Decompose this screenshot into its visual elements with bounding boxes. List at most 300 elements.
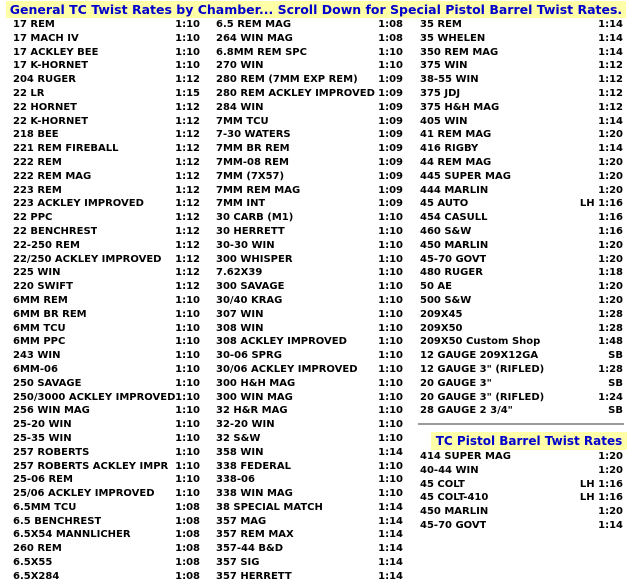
twist-rate-row (13, 128, 200, 142)
twist-rate-row (13, 225, 200, 239)
section-divider (418, 423, 624, 425)
chamber-name: 338 FEDERAL (216, 460, 291, 472)
chamber-name: 22 K-HORNET (13, 115, 89, 127)
twist-rate-row (216, 473, 403, 487)
chamber-name: 250 SAVAGE (13, 377, 82, 389)
twist-rate-row (13, 59, 200, 73)
twist-rate-row (13, 253, 200, 267)
chamber-name: 41 REM MAG (420, 129, 492, 141)
chamber-name: 44 REM MAG (420, 156, 492, 168)
twist-rate-row (216, 487, 403, 501)
twist-rate-row (13, 377, 200, 391)
twist-rate-value: 1:08 (175, 515, 200, 527)
twist-rate-row (13, 239, 200, 253)
twist-rate-row (13, 542, 200, 556)
twist-rate-row (420, 225, 623, 239)
chamber-name: 375 WIN (420, 60, 468, 72)
twist-rate-row (216, 225, 403, 239)
twist-rate-value: 1:12 (175, 212, 200, 224)
twist-rate-value: 1:14 (378, 501, 403, 513)
twist-rate-value: 1:14 (378, 570, 403, 582)
twist-rate-value: 1:10 (378, 46, 403, 58)
twist-rate-row (420, 450, 623, 464)
twist-rate-row (13, 46, 200, 60)
chamber-name: 7MM (7X57) (216, 170, 285, 182)
chamber-name: 6MM PPC (13, 336, 66, 348)
twist-rate-row (420, 491, 623, 505)
chamber-name: 22 BENCHREST (13, 225, 98, 237)
twist-rate-value: 1:14 (598, 519, 623, 531)
chamber-name: 6.5X55 (13, 557, 53, 569)
chamber-name: 221 REM FIREBALL (13, 143, 119, 155)
twist-rate-row (13, 391, 200, 405)
chamber-name: 30 HERRETT (216, 225, 285, 237)
twist-rate-row (216, 446, 403, 460)
twist-rate-value: 1:09 (378, 101, 403, 113)
twist-rate-row (216, 142, 403, 156)
twist-rate-row (13, 18, 200, 32)
twist-rate-row (420, 59, 623, 73)
twist-rate-value: 1:20 (598, 129, 623, 141)
twist-rate-value: 1:10 (378, 253, 403, 265)
chamber-name: 22 LR (13, 87, 45, 99)
twist-rate-value: 1:10 (378, 460, 403, 472)
twist-rate-row (13, 322, 200, 336)
twist-rate-row (13, 170, 200, 184)
chamber-name: 500 S&W (420, 294, 472, 306)
twist-rate-value: 1:10 (175, 377, 200, 389)
chamber-name: 6MM BR REM (13, 308, 87, 320)
twist-rate-row (13, 101, 200, 115)
chamber-name: 50 AE (420, 281, 452, 293)
twist-rate-value: 1:10 (175, 19, 200, 30)
twist-rate-value: 1:14 (378, 557, 403, 569)
chamber-name: 375 H&H MAG (420, 101, 500, 113)
twist-rate-value: 1:10 (378, 474, 403, 486)
chamber-name: 32 S&W (216, 432, 261, 444)
twist-rate-value: 1:10 (175, 308, 200, 320)
chamber-name: 257 ROBERTS ACKLEY IMPR (13, 460, 169, 472)
chamber-name: 308 WIN (216, 322, 264, 334)
chamber-name: 17 ACKLEY BEE (13, 46, 99, 58)
twist-rate-value: 1:10 (175, 419, 200, 431)
twist-rate-value: 1:10 (175, 60, 200, 72)
chamber-name: 222 REM MAG (13, 170, 92, 182)
twist-rate-row (216, 156, 403, 170)
chamber-name: 350 REM MAG (420, 46, 499, 58)
twist-rate-row (420, 73, 623, 87)
chamber-name: 45-70 GOVT (420, 519, 487, 531)
page-title: General TC Twist Rates by Chamber... Scroll Down for Special Pistol Barrel Twist Rates. (6, 1, 626, 18)
twist-rate-value: 1:10 (378, 294, 403, 306)
twist-rate-value: 1:14 (598, 32, 623, 44)
twist-rate-value: 1:12 (175, 101, 200, 113)
twist-rate-row (13, 473, 200, 487)
twist-rate-row (216, 349, 403, 363)
twist-rate-value: 1:12 (175, 253, 200, 265)
twist-rate-row (420, 211, 623, 225)
twist-rate-value: 1:09 (378, 156, 403, 168)
twist-rate-value: 1:10 (175, 391, 200, 403)
twist-rate-value: 1:10 (378, 363, 403, 375)
twist-rate-row (216, 184, 403, 198)
twist-rate-value: 1:12 (175, 115, 200, 127)
twist-rate-value: 1:10 (378, 432, 403, 444)
twist-rate-value: 1:14 (378, 515, 403, 527)
twist-rate-row (216, 211, 403, 225)
twist-rate-row (216, 280, 403, 294)
twist-rate-value: 1:12 (175, 170, 200, 182)
twist-rate-row (216, 253, 403, 267)
chamber-name: 307 WIN (216, 308, 264, 320)
twist-rate-value: 1:12 (175, 74, 200, 86)
twist-rate-row (420, 239, 623, 253)
twist-rate-value: 1:12 (175, 239, 200, 251)
twist-rate-value: LH 1:16 (579, 478, 623, 490)
pistol-twist-rate-column (420, 450, 623, 533)
twist-rate-value: 1:12 (175, 184, 200, 196)
chamber-name: 6.5X54 MANNLICHER (13, 529, 131, 541)
twist-rate-row (420, 335, 623, 349)
twist-rate-row (13, 556, 200, 570)
twist-rate-row (420, 404, 623, 418)
twist-rate-value: 1:12 (175, 225, 200, 237)
chamber-name: 357 MAG (216, 515, 267, 527)
twist-rate-row (13, 528, 200, 542)
twist-rate-row (13, 570, 200, 584)
twist-rate-row (420, 115, 623, 129)
pistol-section-title: TC Pistol Barrel Twist Rates (431, 432, 627, 450)
twist-rate-value: 1:10 (175, 363, 200, 375)
twist-rate-value: 1:20 (598, 184, 623, 196)
twist-rate-row (216, 18, 403, 32)
twist-rate-row (13, 308, 200, 322)
twist-rate-value: 1:10 (175, 405, 200, 417)
twist-rate-value: LH 1:16 (579, 492, 623, 504)
twist-rate-row (216, 294, 403, 308)
chamber-name: 30-30 WIN (216, 239, 275, 251)
chamber-name: 357 HERRETT (216, 570, 292, 582)
twist-rate-row (216, 363, 403, 377)
twist-rate-value: 1:15 (175, 87, 200, 99)
chamber-name: 358 WIN (216, 446, 264, 458)
twist-rate-row (420, 101, 623, 115)
chamber-name: 300 SAVAGE (216, 281, 285, 293)
twist-rate-value: 1:10 (175, 322, 200, 334)
twist-rate-value: 1:20 (598, 239, 623, 251)
chamber-name: 7MM INT (216, 198, 266, 210)
chamber-name: 414 SUPER MAG (420, 451, 511, 462)
twist-rate-row (13, 294, 200, 308)
chamber-name: 416 RIGBY (420, 143, 479, 155)
twist-rate-value: 1:14 (598, 46, 623, 58)
twist-rate-value: 1:20 (598, 451, 623, 462)
twist-rate-value: 1:12 (175, 156, 200, 168)
twist-rate-value: 1:14 (378, 543, 403, 555)
twist-rate-row (216, 87, 403, 101)
chamber-name: 250/3000 ACKLEY IMPROVED (13, 391, 176, 403)
twist-rate-value: 1:14 (378, 529, 403, 541)
chamber-name: 20 GAUGE 3" (RIFLED) (420, 391, 545, 403)
twist-rate-row (13, 432, 200, 446)
twist-rate-value: 1:10 (378, 405, 403, 417)
twist-rate-row (216, 528, 403, 542)
chamber-name: 218 BEE (13, 129, 59, 141)
chamber-name: 38 SPECIAL MATCH (216, 501, 323, 513)
twist-rate-row (420, 266, 623, 280)
twist-rate-row (216, 59, 403, 73)
twist-rate-row (420, 184, 623, 198)
twist-rate-value: 1:18 (598, 267, 623, 279)
chamber-name: 300 H&H MAG (216, 377, 296, 389)
chamber-name: 25-20 WIN (13, 419, 72, 431)
twist-rate-value: 1:12 (175, 143, 200, 155)
twist-rate-row (13, 349, 200, 363)
twist-rate-row (420, 478, 623, 492)
twist-rate-value: 1:10 (378, 267, 403, 279)
twist-rate-row (13, 87, 200, 101)
twist-rate-row (420, 391, 623, 405)
twist-rate-value: 1:12 (598, 87, 623, 99)
twist-rate-value: 1:09 (378, 184, 403, 196)
chamber-name: 204 RUGER (13, 74, 76, 86)
twist-rate-row (420, 377, 623, 391)
twist-rate-value: 1:24 (598, 391, 623, 403)
chamber-name: 7MM TCU (216, 115, 269, 127)
chamber-name: 32-20 WIN (216, 419, 275, 431)
chamber-name: 300 WIN MAG (216, 391, 293, 403)
twist-rate-row (13, 363, 200, 377)
chamber-name: 405 WIN (420, 115, 468, 127)
twist-rate-value: 1:10 (378, 281, 403, 293)
twist-rate-row (216, 32, 403, 46)
twist-rate-value: 1:14 (598, 143, 623, 155)
chamber-name: 45 AUTO (420, 198, 469, 210)
chamber-name: 22 HORNET (13, 101, 77, 113)
twist-rate-column-1 (13, 18, 200, 584)
twist-rate-row (216, 570, 403, 584)
twist-rate-column-2 (216, 18, 403, 584)
twist-rate-value: 1:10 (175, 460, 200, 472)
twist-rate-row (420, 464, 623, 478)
twist-rate-row (420, 197, 623, 211)
chamber-name: 444 MARLIN (420, 184, 489, 196)
twist-rate-value: 1:08 (175, 570, 200, 582)
chamber-name: 17 MACH IV (13, 32, 79, 44)
chamber-name: 30/40 KRAG (216, 294, 283, 306)
twist-rate-row (13, 197, 200, 211)
chamber-name: 22-250 REM (13, 239, 80, 251)
twist-rate-value: 1:08 (175, 543, 200, 555)
chamber-name: 25-35 WIN (13, 432, 72, 444)
chamber-name: 17 REM (13, 19, 55, 30)
twist-rate-value: 1:09 (378, 74, 403, 86)
twist-rate-row (420, 308, 623, 322)
twist-rate-row (420, 170, 623, 184)
twist-rate-value: 1:10 (175, 294, 200, 306)
chamber-name: 225 WIN (13, 267, 61, 279)
twist-rate-row (13, 335, 200, 349)
chamber-name: 12 GAUGE 3" (RIFLED) (420, 363, 545, 375)
chamber-name: 209X45 (420, 308, 463, 320)
chamber-name: 45 COLT-410 (420, 492, 489, 504)
twist-rate-value: 1:10 (378, 377, 403, 389)
twist-rate-row (216, 239, 403, 253)
chamber-name: 480 RUGER (420, 267, 483, 279)
twist-rate-row (216, 128, 403, 142)
chamber-name: 25/06 ACKLEY IMPROVED (13, 488, 155, 500)
twist-rate-row (216, 197, 403, 211)
twist-rate-value: 1:20 (598, 156, 623, 168)
twist-rate-row (13, 156, 200, 170)
chamber-name: 375 JDJ (420, 87, 461, 99)
twist-rate-value: 1:16 (598, 212, 623, 224)
twist-rate-row (216, 404, 403, 418)
twist-rate-row (216, 418, 403, 432)
chamber-name: 32 H&R MAG (216, 405, 288, 417)
chamber-name: 7MM REM MAG (216, 184, 301, 196)
chamber-name: 338 WIN MAG (216, 488, 293, 500)
chamber-name: 450 MARLIN (420, 239, 489, 251)
twist-rate-value: 1:10 (378, 225, 403, 237)
twist-rate-row (13, 418, 200, 432)
chamber-name: 28 GAUGE 2 3/4" (420, 405, 513, 417)
twist-rate-value: 1:12 (175, 281, 200, 293)
twist-rate-value: 1:10 (378, 336, 403, 348)
twist-rate-value: 1:12 (598, 101, 623, 113)
twist-rate-row (420, 156, 623, 170)
chamber-name: 222 REM (13, 156, 62, 168)
twist-rate-row (13, 404, 200, 418)
twist-rate-row (420, 322, 623, 336)
chamber-name: 223 REM (13, 184, 62, 196)
twist-rate-value: 1:08 (175, 529, 200, 541)
twist-rate-value: 1:20 (598, 281, 623, 293)
twist-rate-value: 1:10 (175, 474, 200, 486)
chamber-name: 209X50 (420, 322, 463, 334)
twist-rate-value: LH 1:16 (579, 198, 623, 210)
chamber-name: 6.5 REM MAG (216, 19, 292, 30)
twist-rate-value: 1:10 (378, 391, 403, 403)
twist-rate-row (13, 515, 200, 529)
twist-rate-row (216, 432, 403, 446)
twist-rate-row (420, 294, 623, 308)
chamber-name: 30/06 ACKLEY IMPROVED (216, 363, 358, 375)
twist-rate-row (420, 46, 623, 60)
twist-rate-value: 1:20 (598, 294, 623, 306)
twist-rate-value: 1:10 (175, 350, 200, 362)
chamber-name: 300 WHISPER (216, 253, 293, 265)
twist-rate-value: 1:10 (378, 322, 403, 334)
twist-rate-row (420, 280, 623, 294)
twist-rate-value: 1:10 (378, 488, 403, 500)
twist-rate-row (420, 253, 623, 267)
twist-rate-row (420, 349, 623, 363)
twist-rate-row (13, 115, 200, 129)
twist-rate-row (420, 519, 623, 533)
chamber-name: 7MM BR REM (216, 143, 290, 155)
twist-rate-value: 1:10 (378, 212, 403, 224)
chamber-name: 284 WIN (216, 101, 264, 113)
twist-rate-row (216, 391, 403, 405)
twist-rate-row (420, 87, 623, 101)
chamber-name: 6.5 BENCHREST (13, 515, 102, 527)
twist-rate-row (420, 142, 623, 156)
chamber-name: 220 SWIFT (13, 281, 73, 293)
twist-rate-value: 1:12 (175, 129, 200, 141)
twist-rate-row (216, 308, 403, 322)
twist-rate-value: 1:28 (598, 322, 623, 334)
twist-rate-value: 1:16 (598, 225, 623, 237)
chamber-name: 35 REM (420, 19, 462, 30)
twist-rate-value: 1:10 (378, 350, 403, 362)
twist-rate-value: 1:10 (175, 46, 200, 58)
twist-rate-value: 1:28 (598, 308, 623, 320)
twist-rate-row (216, 515, 403, 529)
chamber-name: 454 CASULL (420, 212, 488, 224)
twist-rate-value: 1:14 (598, 19, 623, 30)
chamber-name: 22/250 ACKLEY IMPROVED (13, 253, 162, 265)
twist-rate-value: SB (608, 350, 623, 362)
chamber-name: 270 WIN (216, 60, 264, 72)
twist-rate-value: 1:12 (175, 198, 200, 210)
chamber-name: 450 MARLIN (420, 506, 489, 518)
twist-rate-row (420, 363, 623, 377)
twist-rate-row (216, 335, 403, 349)
twist-rate-row (13, 501, 200, 515)
twist-rate-value: 1:20 (598, 464, 623, 476)
twist-rate-row (13, 487, 200, 501)
twist-rate-row (216, 322, 403, 336)
chamber-name: 7.62X39 (216, 267, 263, 279)
chamber-name: 243 WIN (13, 350, 61, 362)
chamber-name: 6.5MM TCU (13, 501, 77, 513)
twist-rate-row (13, 460, 200, 474)
chamber-name: 460 S&W (420, 225, 472, 237)
chamber-name: 40-44 WIN (420, 464, 479, 476)
chamber-name: 260 REM (13, 543, 62, 555)
chamber-name: 445 SUPER MAG (420, 170, 511, 182)
twist-rate-value: 1:14 (378, 446, 403, 458)
twist-rate-value: 1:20 (598, 253, 623, 265)
twist-rate-row (216, 377, 403, 391)
twist-rate-value: 1:10 (378, 239, 403, 251)
chamber-name: 30-06 SPRG (216, 350, 282, 362)
chamber-name: 45 COLT (420, 478, 465, 490)
twist-rate-value: 1:10 (378, 419, 403, 431)
chamber-name: 338-06 (216, 474, 255, 486)
twist-rate-value: 1:09 (378, 198, 403, 210)
twist-rate-value: 1:10 (175, 432, 200, 444)
twist-rate-row (216, 460, 403, 474)
twist-rate-value: 1:09 (378, 87, 403, 99)
twist-rate-row (216, 501, 403, 515)
twist-rate-value: SB (608, 405, 623, 417)
twist-rate-value: 1:10 (378, 308, 403, 320)
chamber-name: 6MM REM (13, 294, 68, 306)
chamber-name: 30 CARB (M1) (216, 212, 294, 224)
twist-rate-row (216, 266, 403, 280)
twist-rate-row (13, 73, 200, 87)
chamber-name: 45-70 GOVT (420, 253, 487, 265)
chamber-name: 6.5X284 (13, 570, 60, 582)
twist-rate-value: 1:08 (175, 557, 200, 569)
twist-rate-row (216, 170, 403, 184)
twist-rate-row (13, 280, 200, 294)
chamber-name: 6.8MM REM SPC (216, 46, 307, 58)
twist-rate-value: 1:09 (378, 143, 403, 155)
twist-rate-value: 1:09 (378, 129, 403, 141)
